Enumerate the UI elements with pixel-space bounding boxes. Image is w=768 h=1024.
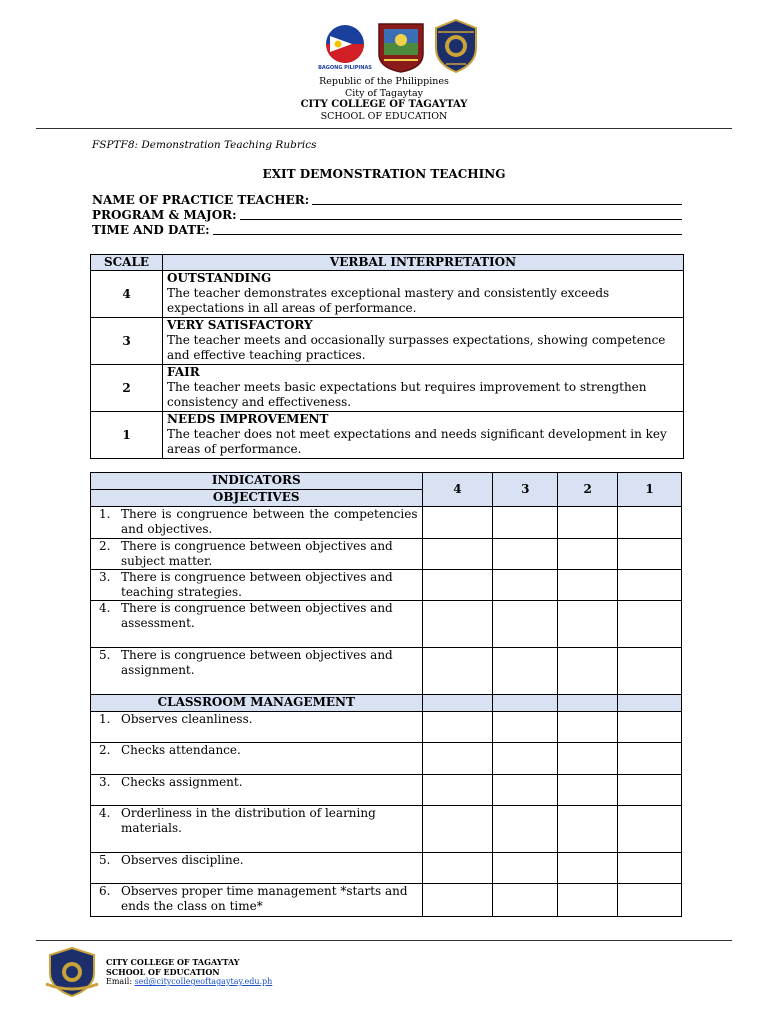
rating-cell[interactable]: [493, 775, 558, 806]
item-number: 5.: [99, 648, 111, 662]
rating-col-2: 2: [558, 473, 618, 507]
program-major-line[interactable]: [240, 208, 682, 220]
table-row: [91, 853, 682, 884]
header-college: CITY COLLEGE OF TAGAYTAY: [300, 99, 468, 110]
footer-divider: [36, 940, 732, 941]
practice-teacher-field[interactable]: [92, 193, 682, 207]
item-text: There is congruence between objectives and subject matter.: [121, 539, 393, 568]
scale-description: [163, 365, 684, 412]
table-row: [91, 806, 682, 853]
city-college-seal-icon: [432, 18, 480, 74]
practice-teacher-label: NAME OF PRACTICE TEACHER:: [92, 193, 310, 207]
section-header-cell: [422, 695, 493, 712]
document-title: EXIT DEMONSTRATION TEACHING: [262, 167, 506, 181]
rating-cell[interactable]: [422, 601, 493, 648]
scale-desc-text: The teacher meets and occasionally surpasses expectations, showing competence and effective teaching practices.: [167, 333, 666, 362]
classroom-item: [91, 884, 423, 917]
rating-cell[interactable]: [558, 743, 618, 775]
city-of-tagaytay-seal-icon: [376, 20, 426, 74]
scale-value: 1: [91, 412, 163, 459]
rating-cell[interactable]: [422, 884, 493, 917]
rating-cell[interactable]: [422, 775, 493, 806]
program-major-label: PROGRAM & MAJOR:: [92, 208, 237, 222]
rating-cell[interactable]: [618, 775, 682, 806]
rating-cell[interactable]: [493, 507, 558, 539]
indicators-table: [90, 472, 682, 917]
scale-label: NEEDS IMPROVEMENT: [167, 412, 329, 426]
table-row: [91, 539, 682, 570]
practice-teacher-line[interactable]: [312, 193, 682, 205]
header-divider: [36, 128, 732, 129]
footer-college: CITY COLLEGE OF TAGAYTAY: [106, 957, 240, 967]
rating-cell[interactable]: [558, 507, 618, 539]
item-text: Observes discipline.: [121, 853, 244, 867]
table-row: [91, 712, 682, 743]
item-text: There is congruence between objectives and assignment.: [121, 648, 393, 677]
classroom-management-header: CLASSROOM MANAGEMENT: [91, 695, 423, 712]
scale-header: SCALE: [91, 255, 163, 271]
rating-col-3: 3: [493, 473, 558, 507]
rating-cell[interactable]: [618, 507, 682, 539]
item-text: Observes cleanliness.: [121, 712, 253, 726]
rating-cell[interactable]: [558, 648, 618, 695]
rating-cell[interactable]: [558, 601, 618, 648]
rating-cell[interactable]: [493, 806, 558, 853]
rating-cell[interactable]: [618, 743, 682, 775]
item-number: 3.: [99, 775, 111, 789]
scale-label: FAIR: [167, 365, 200, 379]
classroom-item: [91, 806, 423, 853]
scale-label: VERY SATISFACTORY: [167, 318, 313, 332]
classroom-item: [91, 853, 423, 884]
scale-description: [163, 412, 684, 459]
rating-cell[interactable]: [558, 775, 618, 806]
item-number: 4.: [99, 806, 111, 820]
rating-col-1: 1: [618, 473, 682, 507]
item-text: There is congruence between objectives and teaching strategies.: [121, 570, 393, 599]
rating-cell[interactable]: [618, 806, 682, 853]
rating-cell[interactable]: [558, 539, 618, 570]
scale-row: [91, 365, 684, 412]
footer-email-label: Email:: [106, 977, 135, 986]
indicators-header: INDICATORS: [91, 473, 423, 490]
item-text: Orderliness in the distribution of learning materials.: [121, 806, 376, 835]
item-number: 2.: [99, 743, 111, 757]
college-seal-footer-icon: [44, 946, 100, 998]
rating-cell[interactable]: [558, 806, 618, 853]
time-date-label: TIME AND DATE:: [92, 223, 210, 237]
rating-cell[interactable]: [493, 539, 558, 570]
rating-cell[interactable]: [422, 570, 493, 601]
item-number: 2.: [99, 539, 111, 553]
header-city: City of Tagaytay: [345, 88, 423, 99]
rating-cell[interactable]: [493, 648, 558, 695]
section-header-cell: [558, 695, 618, 712]
table-row: [91, 601, 682, 648]
rating-cell[interactable]: [618, 884, 682, 917]
scale-value: 3: [91, 318, 163, 365]
scale-row: [91, 318, 684, 365]
rating-col-4: 4: [422, 473, 493, 507]
rating-cell[interactable]: [422, 712, 493, 743]
rating-cell[interactable]: [558, 570, 618, 601]
scale-description: [163, 271, 684, 318]
rating-cell[interactable]: [618, 648, 682, 695]
classroom-item: [91, 775, 423, 806]
rating-cell[interactable]: [558, 884, 618, 917]
scale-row: [91, 412, 684, 459]
item-number: 1.: [99, 712, 111, 726]
item-text: Checks attendance.: [121, 743, 241, 757]
rating-cell[interactable]: [618, 853, 682, 884]
rating-cell[interactable]: [422, 507, 493, 539]
section-header-cell: [618, 695, 682, 712]
rating-cell[interactable]: [422, 806, 493, 853]
scale-desc-text: The teacher does not meet expectations and needs significant development in key areas of performance.: [167, 427, 667, 456]
scale-desc-text: The teacher demonstrates exceptional mastery and consistently exceeds expectations in all areas of performance.: [167, 286, 610, 315]
header-logos: [320, 18, 480, 76]
svg-text:BAGONG PILIPINAS: BAGONG PILIPINAS: [318, 65, 372, 71]
rating-cell[interactable]: [618, 712, 682, 743]
item-text: Checks assignment.: [121, 775, 243, 789]
classroom-item: [91, 712, 423, 743]
objectives-header: OBJECTIVES: [91, 490, 423, 507]
rating-cell[interactable]: [493, 601, 558, 648]
rating-cell[interactable]: [422, 743, 493, 775]
rating-cell[interactable]: [558, 853, 618, 884]
table-row: [91, 884, 682, 917]
header-school: SCHOOL OF EDUCATION: [320, 111, 448, 122]
rating-cell[interactable]: [558, 712, 618, 743]
scale-value: 2: [91, 365, 163, 412]
rating-cell[interactable]: [493, 743, 558, 775]
bagong-pilipinas-logo-icon: [318, 22, 372, 72]
objective-item: [91, 570, 423, 601]
item-number: 1.: [99, 507, 111, 521]
objective-item: [91, 648, 423, 695]
table-row: [91, 775, 682, 806]
item-number: 3.: [99, 570, 111, 584]
objective-item: [91, 507, 423, 539]
document-code: FSPTF8: Demonstration Teaching Rubrics: [92, 139, 317, 151]
header-republic: Republic of the Philippines: [319, 76, 449, 87]
scale-row: [91, 271, 684, 318]
item-text: There is congruence between objectives and assessment.: [121, 601, 393, 630]
time-date-line[interactable]: [213, 223, 682, 235]
item-text: There is congruence between the competencies and objectives.: [121, 507, 418, 536]
objective-item: [91, 539, 423, 570]
scale-table: [90, 254, 684, 459]
objective-item: [91, 601, 423, 648]
footer-school: SCHOOL OF EDUCATION: [106, 967, 220, 977]
rating-cell[interactable]: [493, 570, 558, 601]
table-row: [91, 648, 682, 695]
rating-cell[interactable]: [493, 712, 558, 743]
item-number: 5.: [99, 853, 111, 867]
rating-cell[interactable]: [618, 601, 682, 648]
scale-value: 4: [91, 271, 163, 318]
rating-cell[interactable]: [618, 570, 682, 601]
verbal-interpretation-header: VERBAL INTERPRETATION: [163, 255, 684, 271]
rating-cell[interactable]: [422, 853, 493, 884]
classroom-item: [91, 743, 423, 775]
footer-email: [106, 977, 272, 987]
scale-label: OUTSTANDING: [167, 271, 272, 285]
item-number: 4.: [99, 601, 111, 615]
email-link[interactable]: sed@citycollegeoftagaytay.edu.ph: [134, 977, 273, 986]
scale-desc-text: The teacher meets basic expectations but requires improvement to strengthen consistency and effectiveness.: [167, 380, 647, 409]
table-row: [91, 570, 682, 601]
rating-cell[interactable]: [493, 853, 558, 884]
section-header-cell: [493, 695, 558, 712]
rating-cell[interactable]: [422, 539, 493, 570]
item-text: Observes proper time management *starts and ends the class on time*: [121, 884, 408, 913]
item-number: 6.: [99, 884, 111, 898]
program-major-field[interactable]: [92, 208, 682, 222]
rating-cell[interactable]: [618, 539, 682, 570]
rating-cell[interactable]: [493, 884, 558, 917]
time-date-field[interactable]: [92, 223, 682, 237]
table-row: [91, 743, 682, 775]
rating-cell[interactable]: [422, 648, 493, 695]
table-row: [91, 507, 682, 539]
scale-description: [163, 318, 684, 365]
